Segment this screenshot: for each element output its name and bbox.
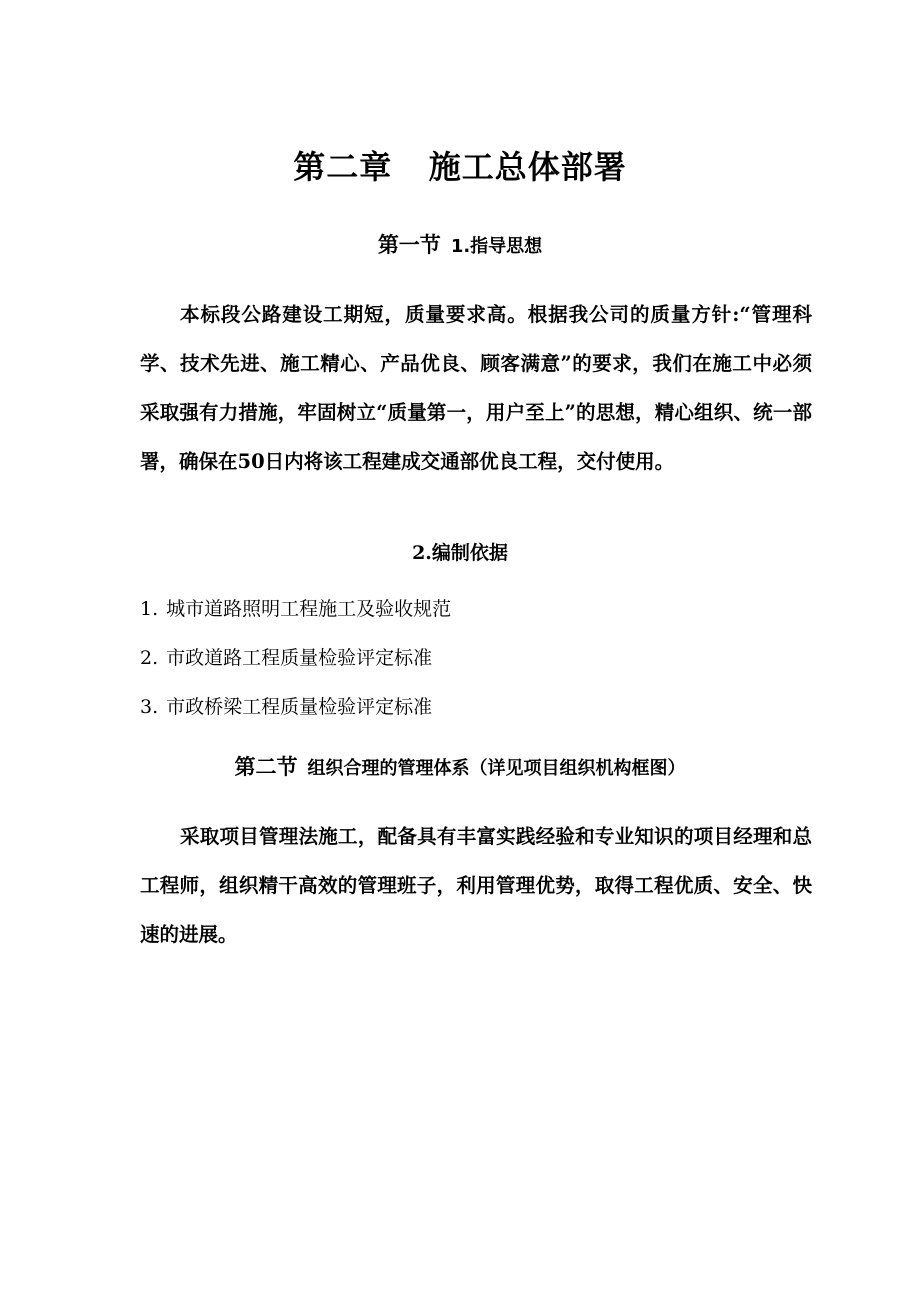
list-item <box>140 585 820 634</box>
section-2-heading <box>0 753 920 783</box>
chapter-title: 第二章 施工总体部署 <box>293 148 627 186</box>
section-1-number: 第一节 <box>377 233 441 257</box>
list-item-text: 城市道路照明工程施工及验收规范 <box>166 598 452 620</box>
list-item-number: 1. <box>140 598 159 620</box>
list-item-text: 市政道路工程质量检验评定标准 <box>166 647 433 669</box>
section-2-paragraph: 采取项目管理法施工，配备具有丰富实践经验和专业知识的项目经理和总工程师，组织精干高效的管理班子，利用管理优势，取得工程优质、安全、快速的进展。 <box>140 825 812 946</box>
list-item <box>140 634 820 683</box>
list-item-text: 市政桥梁工程质量检验评定标准 <box>166 696 433 718</box>
list-item <box>140 683 820 732</box>
section-2-number: 第二节 <box>234 755 298 779</box>
basis-heading: 2.编制依据 <box>412 542 508 564</box>
section-1-title: 1.指导思想 <box>450 236 543 257</box>
list-item-number: 3. <box>140 696 159 718</box>
section-1-heading <box>0 231 920 261</box>
list-item-number: 2. <box>140 647 159 669</box>
section-2-title: 组织合理的管理体系（详见项目组织机构框图） <box>307 758 686 779</box>
section-1-paragraph: 本标段公路建设工期短，质量要求高。根据我公司的质量方针:“管理科学、技术先进、施工精心、产品优良、顾客满意”的要求，我们在施工中必须采取强有力措施，牢固树立“质量第一，用户至上”的思想，精心组织、统一部署，确保在50日内将该工程建成交通部优良工程，交付使用。 <box>140 303 812 473</box>
basis-list <box>140 585 820 732</box>
